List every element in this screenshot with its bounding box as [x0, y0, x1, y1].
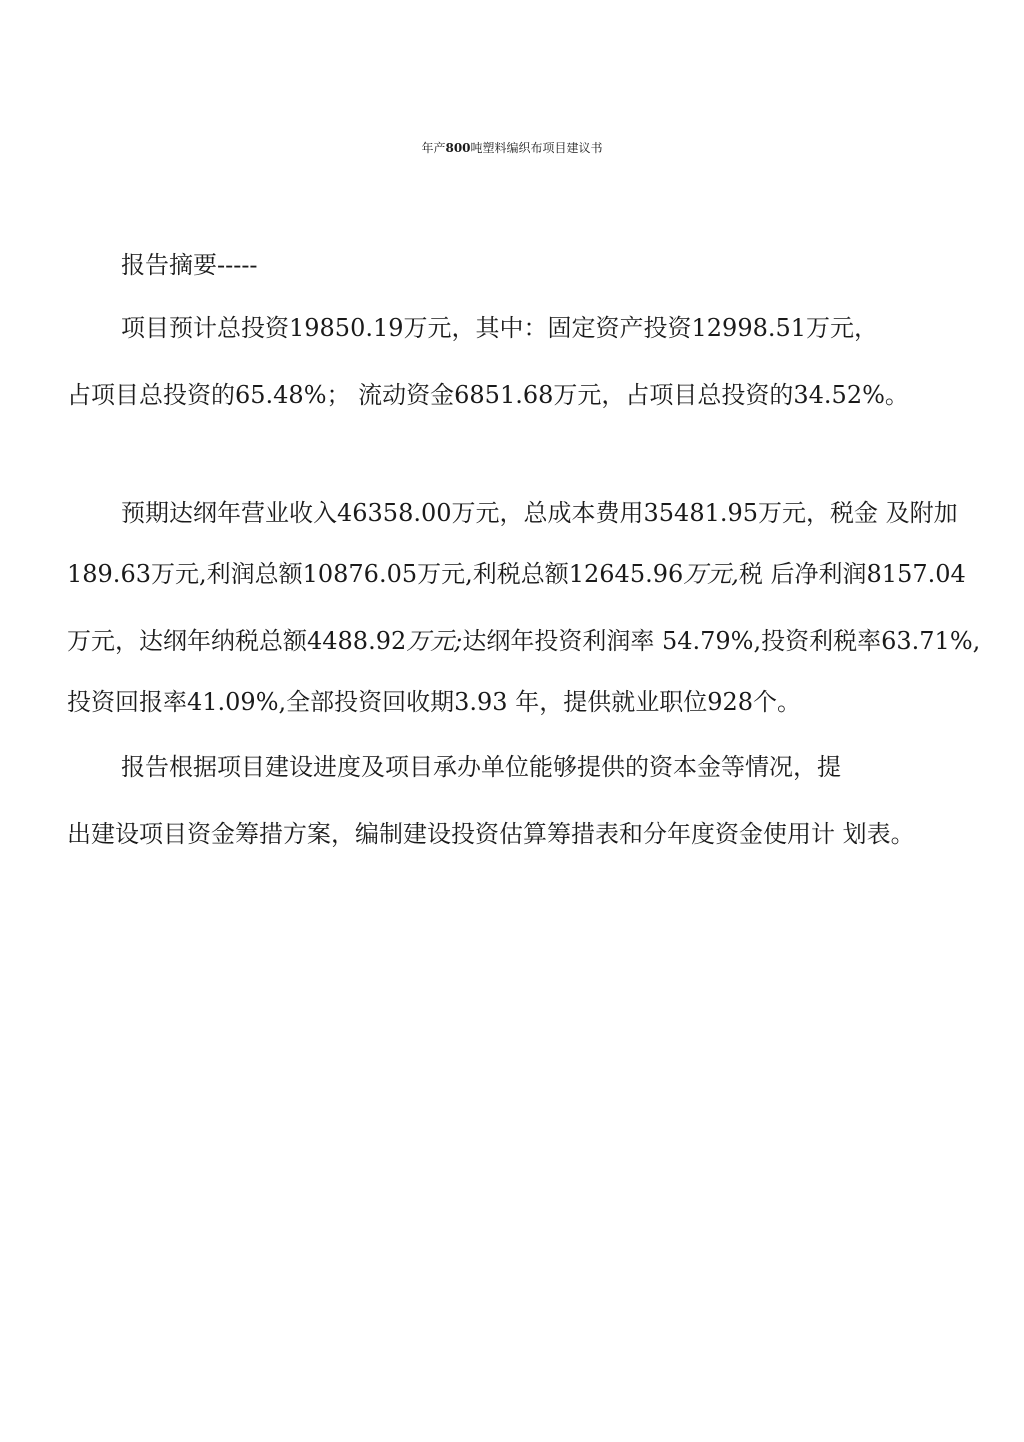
title-prefix: 年产	[421, 141, 446, 155]
summary-heading: 报告摘要-----	[121, 251, 258, 279]
paragraph-2-line-4: 投资回报率41.09%,全部投资回收期3.93 年，提供就业职位928个。	[67, 688, 802, 716]
paragraph-2-line-3-part-b: 万元;	[406, 627, 463, 655]
paragraph-3-line-1: 报告根据项目建设进度及项目承办单位能够提供的资本金等情况，提	[121, 753, 841, 781]
document-title	[0, 131, 1024, 165]
paragraph-1-line-2: 占项目总投资的65.48%； 流动资金6851.68万元，占项目总投资的34.52%。	[67, 381, 909, 409]
paragraph-1-line-1: 项目预计总投资19850.19万元，其中：固定资产投资12998.51万元，	[121, 314, 879, 342]
paragraph-2-line-3-part-a: 万元，达纲年纳税总额4488.92	[67, 627, 407, 655]
paragraph-2-line-3	[67, 626, 980, 656]
paragraph-2-line-2-part-b: 万元,	[683, 560, 739, 588]
paragraph-2-line-3-part-c: 达纲年投资利润率 54.79%,投资利税率63.71%,	[462, 627, 981, 655]
paragraph-3-line-2: 出建设项目资金筹措方案，编制建设投资估算筹措表和分年度资金使用计 划表。	[67, 820, 915, 848]
title-suffix: 吨塑料编织布项目建议书	[470, 141, 603, 155]
paragraph-2-line-2-part-c: 税 后净利润8157.04	[738, 560, 966, 588]
paragraph-2-line-1: 预期达纲年营业收入46358.00万元，总成本费用35481.95万元，税金 及附加	[121, 499, 958, 527]
paragraph-2-line-2	[67, 559, 966, 589]
paragraph-2-line-2-part-a: 189.63万元,利润总额10876.05万元,利税总额12645.96	[67, 560, 684, 588]
title-number: 800	[445, 141, 471, 155]
